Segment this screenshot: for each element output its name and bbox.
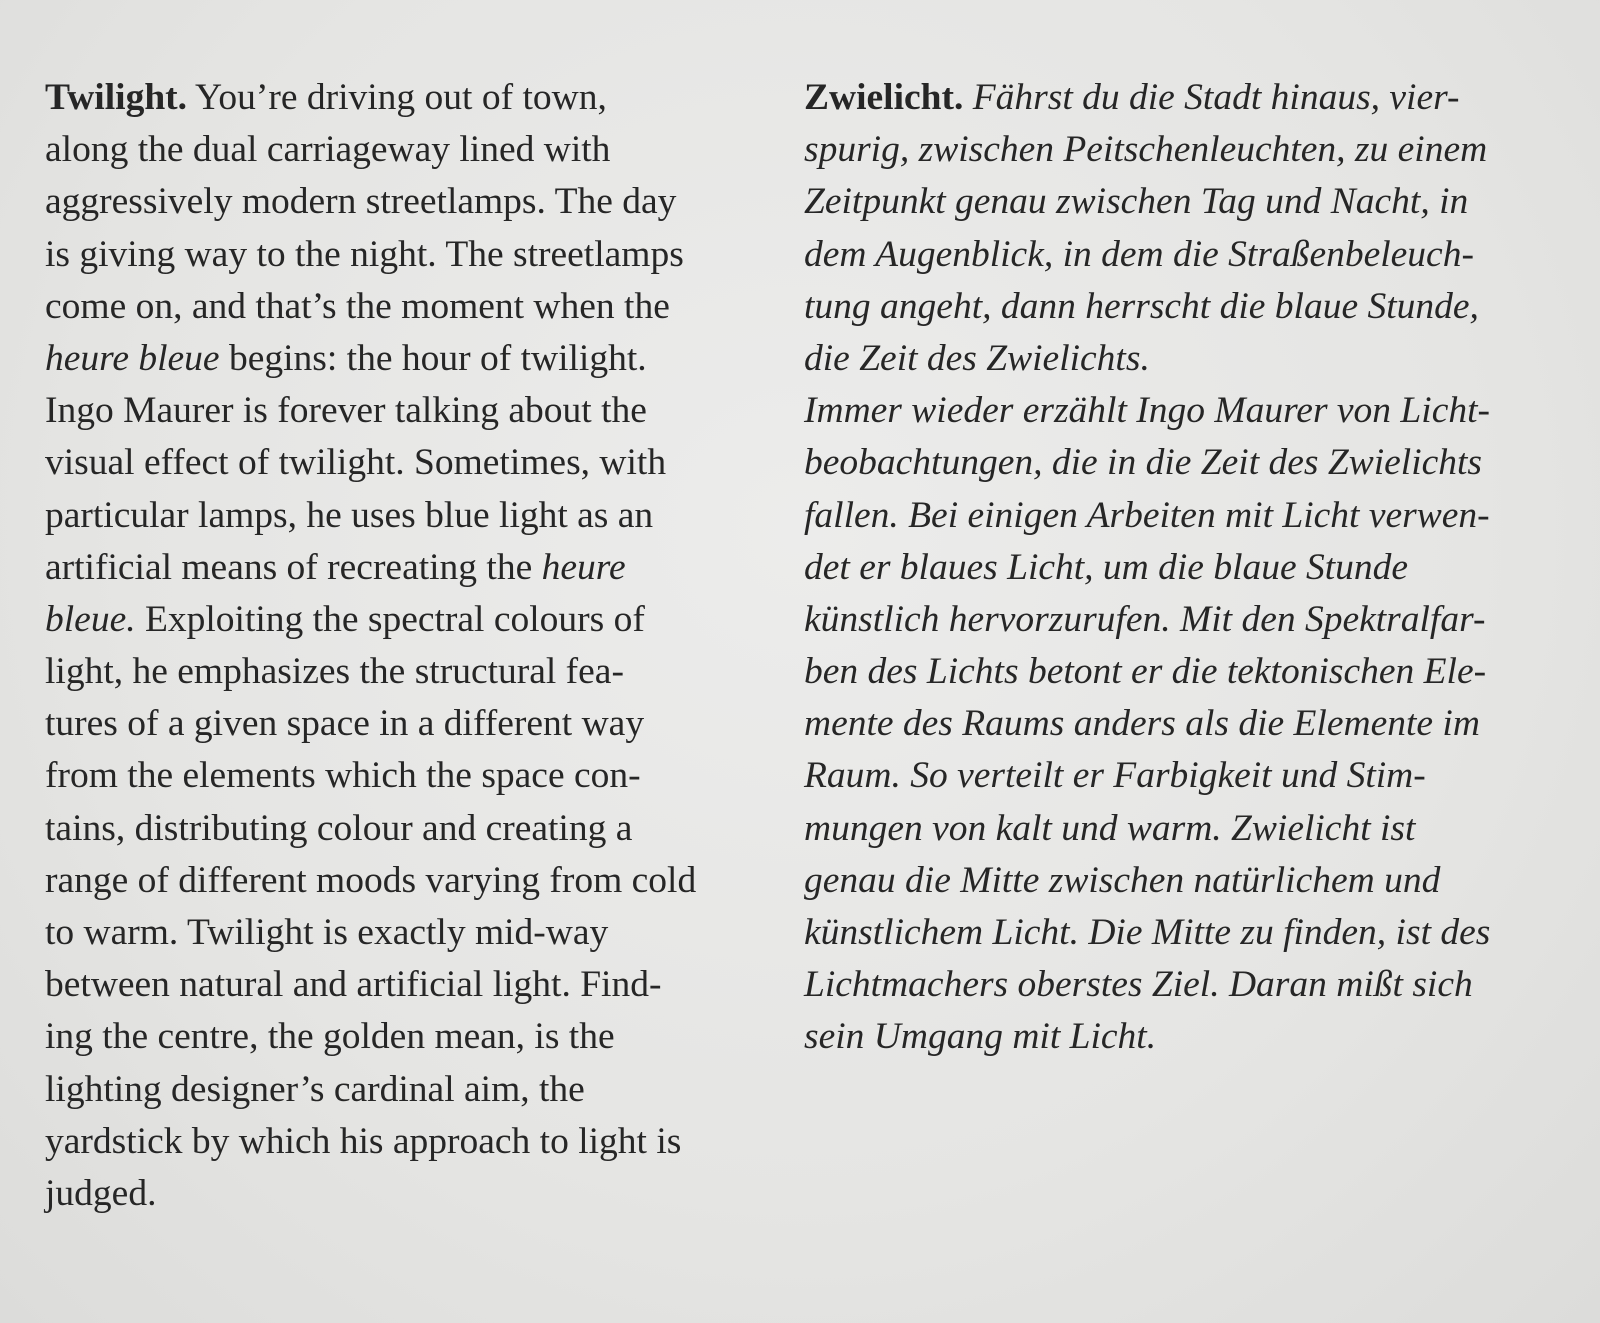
text-line xyxy=(45,72,745,124)
text-run: Exploiting the spectral colours of xyxy=(135,598,645,640)
english-heading: Twilight. xyxy=(45,77,188,118)
text-line: is giving way to the night. The streetlamps xyxy=(45,233,684,275)
german-column xyxy=(804,72,1524,1064)
text-run: You’re driving out of town, xyxy=(187,77,607,118)
text-line: along the dual carriageway lined with xyxy=(45,129,611,171)
text-line: beobachtungen, die in die Zeit des Zwielichts xyxy=(804,442,1483,484)
text-line: visual effect of twilight. Sometimes, with xyxy=(45,442,667,484)
german-heading: Zwielicht. xyxy=(804,77,964,118)
text-line: Raum. So verteilt er Farbigkeit und Stim- xyxy=(804,755,1426,797)
text-line: det er blaues Licht, um die blaue Stunde xyxy=(804,546,1409,588)
text-line: mungen von kalt und warm. Zwielicht ist xyxy=(804,807,1416,849)
text-line: künstlich hervorzurufen. Mit den Spektralfar- xyxy=(804,598,1486,640)
text-line: tures of a given space in a different way xyxy=(45,703,645,745)
text-line xyxy=(45,594,745,646)
text-line: tung angeht, dann herrscht die blaue Stunde, xyxy=(804,285,1479,327)
text-line: spurig, zwischen Peitschenleuchten, zu einem xyxy=(804,129,1488,171)
text-line: genau die Mitte zwischen natürlichem und xyxy=(804,859,1441,901)
text-line: between natural and artificial light. Find- xyxy=(45,964,662,1006)
text-line xyxy=(45,333,745,385)
text-line: Immer wieder erzählt Ingo Maurer von Licht- xyxy=(804,390,1491,432)
text-line: yardstick by which his approach to light is xyxy=(45,1120,682,1162)
text-line: from the elements which the space con- xyxy=(45,755,641,797)
text-line: range of different moods varying from cold xyxy=(45,859,697,901)
text-line: lighting designer’s cardinal aim, the xyxy=(45,1068,585,1110)
text-line: come on, and that’s the moment when the xyxy=(45,285,670,327)
text-line xyxy=(45,542,745,594)
text-line: particular lamps, he uses blue light as an xyxy=(45,494,654,536)
text-line: judged. xyxy=(45,1172,157,1214)
text-line: to warm. Twilight is exactly mid-way xyxy=(45,912,609,953)
text-line: Zeitpunkt genau zwischen Tag und Nacht, in xyxy=(804,181,1469,223)
english-column xyxy=(45,72,745,1220)
italic-term: heure bleue xyxy=(45,337,220,379)
text-line: dem Augenblick, in dem die Straßenbeleuch- xyxy=(804,233,1474,275)
text-line xyxy=(804,72,1524,124)
text-line: tains, distributing colour and creating a xyxy=(45,807,633,849)
text-line: aggressively modern streetlamps. The day xyxy=(45,181,677,223)
text-line: sein Umgang mit Licht. xyxy=(804,1016,1157,1058)
text-run: Fährst du die Stadt hinaus, vier- xyxy=(963,77,1460,118)
text-line: fallen. Bei einigen Arbeiten mit Licht verwen- xyxy=(804,494,1490,536)
text-line: ben des Lichts betont er die tektonischen Ele- xyxy=(804,651,1487,693)
italic-term: heure xyxy=(541,546,626,588)
text-line: Ingo Maurer is forever talking about the xyxy=(45,390,647,432)
text-line: light, he emphasizes the structural fea- xyxy=(45,651,624,693)
text-line: mente des Raums anders als die Elemente im xyxy=(804,703,1480,745)
text-line: ing the centre, the golden mean, is the xyxy=(45,1016,615,1058)
text-run: begins: the hour of twilight. xyxy=(219,337,647,379)
text-line: die Zeit des Zwielichts. xyxy=(804,337,1150,379)
text-line: Lichtmachers oberstes Ziel. Daran mißt sich xyxy=(804,964,1473,1006)
italic-term: bleue. xyxy=(45,598,136,640)
text-run: artificial means of recreating the xyxy=(45,546,542,588)
text-line: künstlichem Licht. Die Mitte zu finden, ist des xyxy=(804,912,1491,953)
